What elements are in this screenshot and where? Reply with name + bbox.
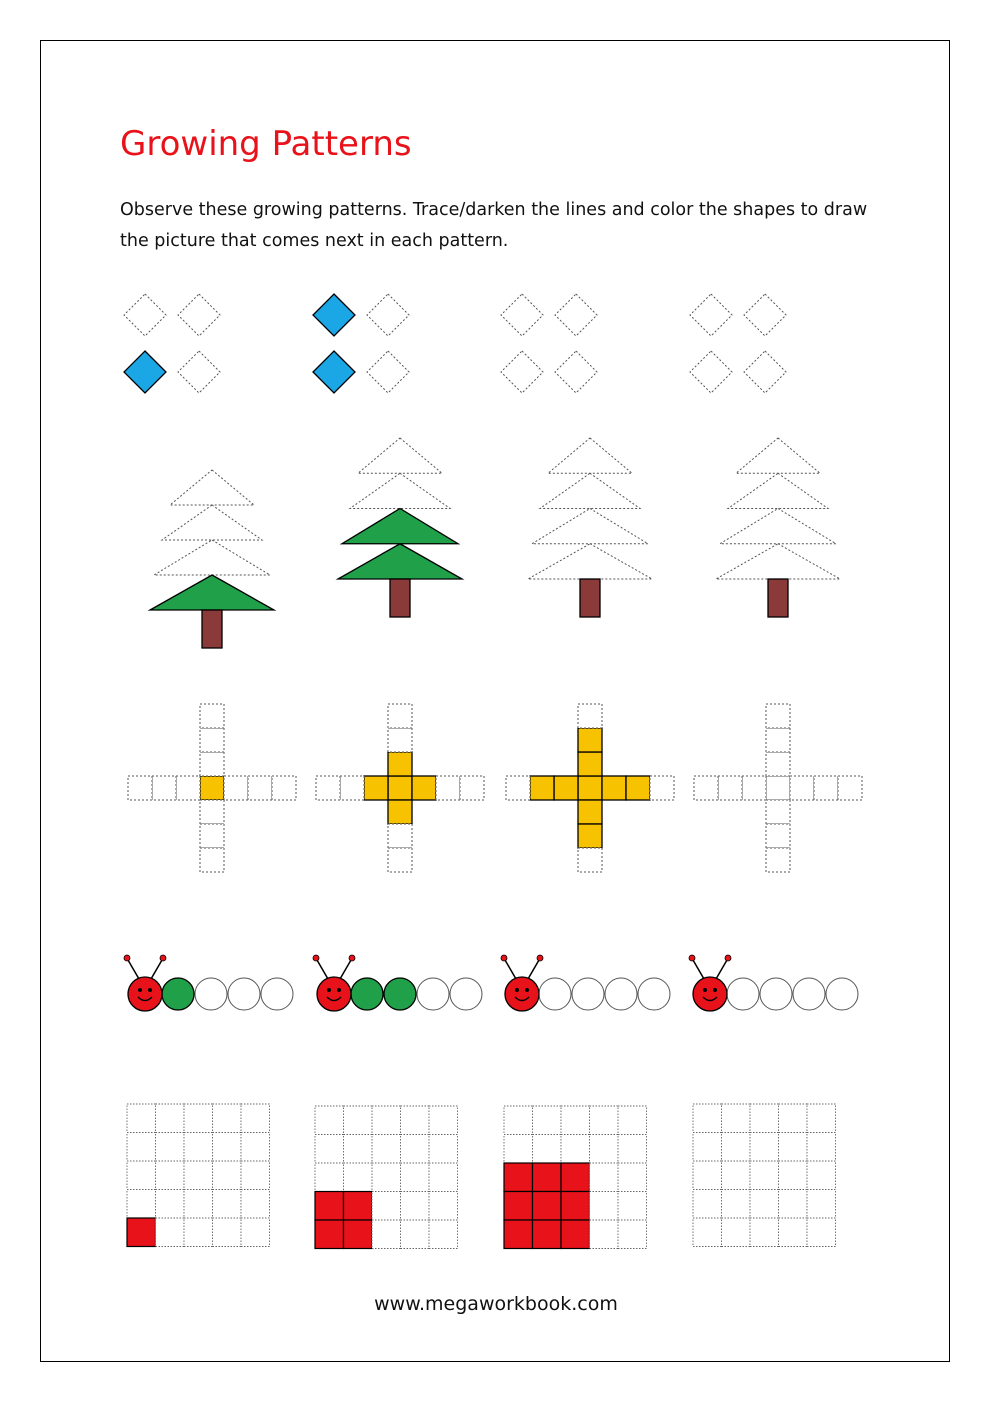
grid-cell (722, 1104, 751, 1133)
plus-square (316, 776, 340, 800)
grid-cell (779, 1161, 808, 1190)
diamond-shape (501, 294, 543, 336)
grid-cell (750, 1133, 779, 1162)
plus-square (506, 776, 530, 800)
grid-cell (213, 1161, 242, 1190)
grid-cell (372, 1220, 401, 1249)
plus-square (766, 776, 790, 800)
plus-square (340, 776, 364, 800)
grid-cell (561, 1163, 590, 1192)
grid-cell (504, 1220, 533, 1249)
plus-square (152, 776, 176, 800)
caterpillar-segment (760, 978, 792, 1010)
plus-square (388, 728, 412, 752)
caterpillar-eye (327, 988, 331, 992)
caterpillar-segment (539, 978, 571, 1010)
plus-square (128, 776, 152, 800)
grid-cell (618, 1192, 647, 1221)
plus-square (272, 776, 296, 800)
plus-square (626, 776, 650, 800)
caterpillar-segment (228, 978, 260, 1010)
grid-cell (156, 1133, 185, 1162)
plus-square (602, 776, 626, 800)
worksheet-instructions: Observe these growing patterns. Trace/darken the lines and color the shapes to draw the picture that comes next in each pattern. (120, 200, 868, 251)
caterpillar-head (505, 977, 539, 1011)
plus-square (224, 776, 248, 800)
grid-cell (184, 1104, 213, 1133)
plus-square (578, 848, 602, 872)
grid-cell (504, 1106, 533, 1135)
grid-cell (429, 1220, 458, 1249)
grid-cell (156, 1161, 185, 1190)
tree-tier (162, 505, 262, 540)
caterpillar-eye (515, 988, 519, 992)
tree-tier (350, 473, 450, 508)
grid-cell (127, 1161, 156, 1190)
grid-cell (533, 1106, 562, 1135)
antenna (128, 960, 139, 979)
antenna (151, 960, 162, 979)
grid-cell (429, 1106, 458, 1135)
grid-cell (127, 1104, 156, 1133)
grid-cell (156, 1190, 185, 1219)
grid-cell (504, 1192, 533, 1221)
plus-square (694, 776, 718, 800)
plus-square (814, 776, 838, 800)
plus-square (578, 728, 602, 752)
plus-square (388, 752, 412, 776)
grid-cell (590, 1135, 619, 1164)
plus-square (838, 776, 862, 800)
grid-cell (429, 1163, 458, 1192)
plus-square (554, 776, 578, 800)
grid-cell (590, 1106, 619, 1135)
grid-cell (750, 1161, 779, 1190)
grid-cell (618, 1163, 647, 1192)
caterpillar-segment (351, 978, 383, 1010)
caterpillar-eye (138, 988, 142, 992)
caterpillar-segment (793, 978, 825, 1010)
grid-cell (213, 1190, 242, 1219)
plus-square (200, 800, 224, 824)
grid-cell (315, 1192, 344, 1221)
tree-tier (716, 544, 840, 579)
grid-cell (693, 1190, 722, 1219)
tree-tier (170, 470, 254, 505)
plus-square (200, 704, 224, 728)
grid-cell (504, 1135, 533, 1164)
grid-cell (315, 1220, 344, 1249)
plus-square (578, 776, 602, 800)
grid-cell (156, 1104, 185, 1133)
grid-cell (127, 1190, 156, 1219)
grid-cell (750, 1190, 779, 1219)
plus-square (412, 776, 436, 800)
diamond-shape (178, 351, 220, 393)
plus-square (200, 728, 224, 752)
plus-square (388, 776, 412, 800)
caterpillar-eye (703, 988, 707, 992)
grid-cell (561, 1106, 590, 1135)
plus-square (766, 824, 790, 848)
diamond-shape (744, 294, 786, 336)
plus-square (766, 848, 790, 872)
website-footer: www.megaworkbook.com (374, 1293, 618, 1315)
plus-square (200, 752, 224, 776)
grid-cell (315, 1135, 344, 1164)
plus-square (766, 752, 790, 776)
grid-cell (590, 1163, 619, 1192)
grid-cell (213, 1133, 242, 1162)
plus-square (388, 704, 412, 728)
grid-cell (344, 1163, 373, 1192)
antenna (716, 960, 727, 979)
grid-cell (722, 1161, 751, 1190)
plus-square (200, 848, 224, 872)
grid-cell (184, 1218, 213, 1247)
caterpillar-segment (195, 978, 227, 1010)
diamond-shape (501, 351, 543, 393)
diamond-shape (690, 351, 732, 393)
grid-cell (722, 1190, 751, 1219)
antenna (505, 960, 516, 979)
grid-cell (241, 1133, 270, 1162)
grid-cell (807, 1161, 836, 1190)
plus-square (388, 800, 412, 824)
caterpillar-segment (261, 978, 293, 1010)
plus-square (176, 776, 200, 800)
grid-cell (241, 1190, 270, 1219)
caterpillar-eye (148, 988, 152, 992)
grid-cell (344, 1106, 373, 1135)
caterpillar-segment (450, 978, 482, 1010)
grid-cell (344, 1135, 373, 1164)
grid-cell (241, 1218, 270, 1247)
grid-cell (401, 1135, 430, 1164)
grid-cell (779, 1104, 808, 1133)
grid-cell (401, 1192, 430, 1221)
diamond-shape (313, 294, 355, 336)
grid-cell (807, 1104, 836, 1133)
grid-cell (429, 1192, 458, 1221)
plus-square (578, 824, 602, 848)
grid-cell (779, 1133, 808, 1162)
diamond-shape (124, 351, 166, 393)
diamond-shape (690, 294, 732, 336)
antenna-tip (160, 955, 166, 961)
grid-cell (618, 1220, 647, 1249)
caterpillar-eye (337, 988, 341, 992)
tree-tier (532, 509, 648, 544)
grid-cell (693, 1218, 722, 1247)
tree-trunk (202, 610, 222, 648)
caterpillar-head (128, 977, 162, 1011)
tree-tier (154, 540, 270, 575)
tree-tier (540, 473, 640, 508)
grid-cell (241, 1104, 270, 1133)
grid-cell (779, 1218, 808, 1247)
caterpillar-segment (384, 978, 416, 1010)
antenna (317, 960, 328, 979)
plus-square (766, 728, 790, 752)
grid-cell (722, 1133, 751, 1162)
antenna-tip (349, 955, 355, 961)
plus-square (742, 776, 766, 800)
antenna-tip (501, 955, 507, 961)
diamond-shape (555, 294, 597, 336)
caterpillar-segment (638, 978, 670, 1010)
diamond-shape (313, 351, 355, 393)
grid-cell (618, 1135, 647, 1164)
grid-cell (533, 1220, 562, 1249)
grid-cell (807, 1218, 836, 1247)
plus-square (578, 704, 602, 728)
plus-square (388, 824, 412, 848)
grid-cell (401, 1106, 430, 1135)
tree-tier (728, 473, 828, 508)
caterpillar-segment (605, 978, 637, 1010)
tree-tier (528, 544, 652, 579)
plus-square (766, 800, 790, 824)
caterpillar-head (317, 977, 351, 1011)
diamond-shape (367, 351, 409, 393)
antenna-tip (725, 955, 731, 961)
grid-cell (561, 1192, 590, 1221)
grid-cell (156, 1218, 185, 1247)
caterpillar-segment (162, 978, 194, 1010)
plus-square (650, 776, 674, 800)
grid-cell (372, 1106, 401, 1135)
grid-cell (722, 1218, 751, 1247)
grid-cell (750, 1218, 779, 1247)
plus-square (248, 776, 272, 800)
grid-cell (429, 1135, 458, 1164)
grid-cell (344, 1220, 373, 1249)
antenna (340, 960, 351, 979)
grid-cell (372, 1163, 401, 1192)
grid-cell (533, 1163, 562, 1192)
caterpillar-eye (525, 988, 529, 992)
plus-square (578, 800, 602, 824)
diamond-shape (178, 294, 220, 336)
caterpillar-eye (713, 988, 717, 992)
grid-cell (533, 1135, 562, 1164)
plus-square (460, 776, 484, 800)
grid-cell (315, 1163, 344, 1192)
antenna (528, 960, 539, 979)
caterpillar-segment (826, 978, 858, 1010)
grid-cell (504, 1163, 533, 1192)
plus-square (766, 704, 790, 728)
plus-square (718, 776, 742, 800)
plus-square (200, 776, 224, 800)
grid-cell (184, 1133, 213, 1162)
plus-square (364, 776, 388, 800)
plus-square (790, 776, 814, 800)
grid-cell (561, 1220, 590, 1249)
antenna-tip (313, 955, 319, 961)
antenna (693, 960, 704, 979)
grid-cell (590, 1192, 619, 1221)
grid-cell (693, 1161, 722, 1190)
diamond-shape (744, 351, 786, 393)
grid-cell (779, 1190, 808, 1219)
caterpillar-segment (727, 978, 759, 1010)
plus-square (200, 824, 224, 848)
grid-cell (693, 1133, 722, 1162)
diamond-shape (555, 351, 597, 393)
grid-cell (184, 1190, 213, 1219)
diamond-shape (124, 294, 166, 336)
grid-cell (401, 1220, 430, 1249)
diamond-shape (367, 294, 409, 336)
grid-cell (127, 1218, 156, 1247)
tree-trunk (768, 579, 788, 617)
grid-cell (693, 1104, 722, 1133)
tree-tier (736, 438, 820, 473)
tree-trunk (580, 579, 600, 617)
grid-cell (750, 1104, 779, 1133)
grid-cell (372, 1192, 401, 1221)
grid-cell (213, 1104, 242, 1133)
antenna-tip (124, 955, 130, 961)
plus-square (436, 776, 460, 800)
antenna-tip (689, 955, 695, 961)
grid-cell (213, 1218, 242, 1247)
grid-cell (533, 1192, 562, 1221)
antenna-tip (537, 955, 543, 961)
worksheet-title: Growing Patterns (120, 124, 412, 164)
plus-square (388, 848, 412, 872)
grid-cell (618, 1106, 647, 1135)
tree-tier (548, 438, 632, 473)
grid-cell (807, 1133, 836, 1162)
tree-trunk (390, 579, 410, 617)
tree-tier (150, 575, 274, 610)
plus-square (530, 776, 554, 800)
caterpillar-segment (417, 978, 449, 1010)
caterpillar-segment (572, 978, 604, 1010)
tree-tier (342, 509, 458, 544)
grid-cell (184, 1161, 213, 1190)
grid-cell (344, 1192, 373, 1221)
caterpillar-head (693, 977, 727, 1011)
grid-cell (561, 1135, 590, 1164)
tree-tier (720, 509, 836, 544)
grid-cell (315, 1106, 344, 1135)
grid-cell (372, 1135, 401, 1164)
grid-cell (590, 1220, 619, 1249)
tree-tier (358, 438, 442, 473)
tree-tier (338, 544, 462, 579)
grid-cell (241, 1161, 270, 1190)
grid-cell (807, 1190, 836, 1219)
plus-square (578, 752, 602, 776)
grid-cell (127, 1133, 156, 1162)
grid-cell (401, 1163, 430, 1192)
